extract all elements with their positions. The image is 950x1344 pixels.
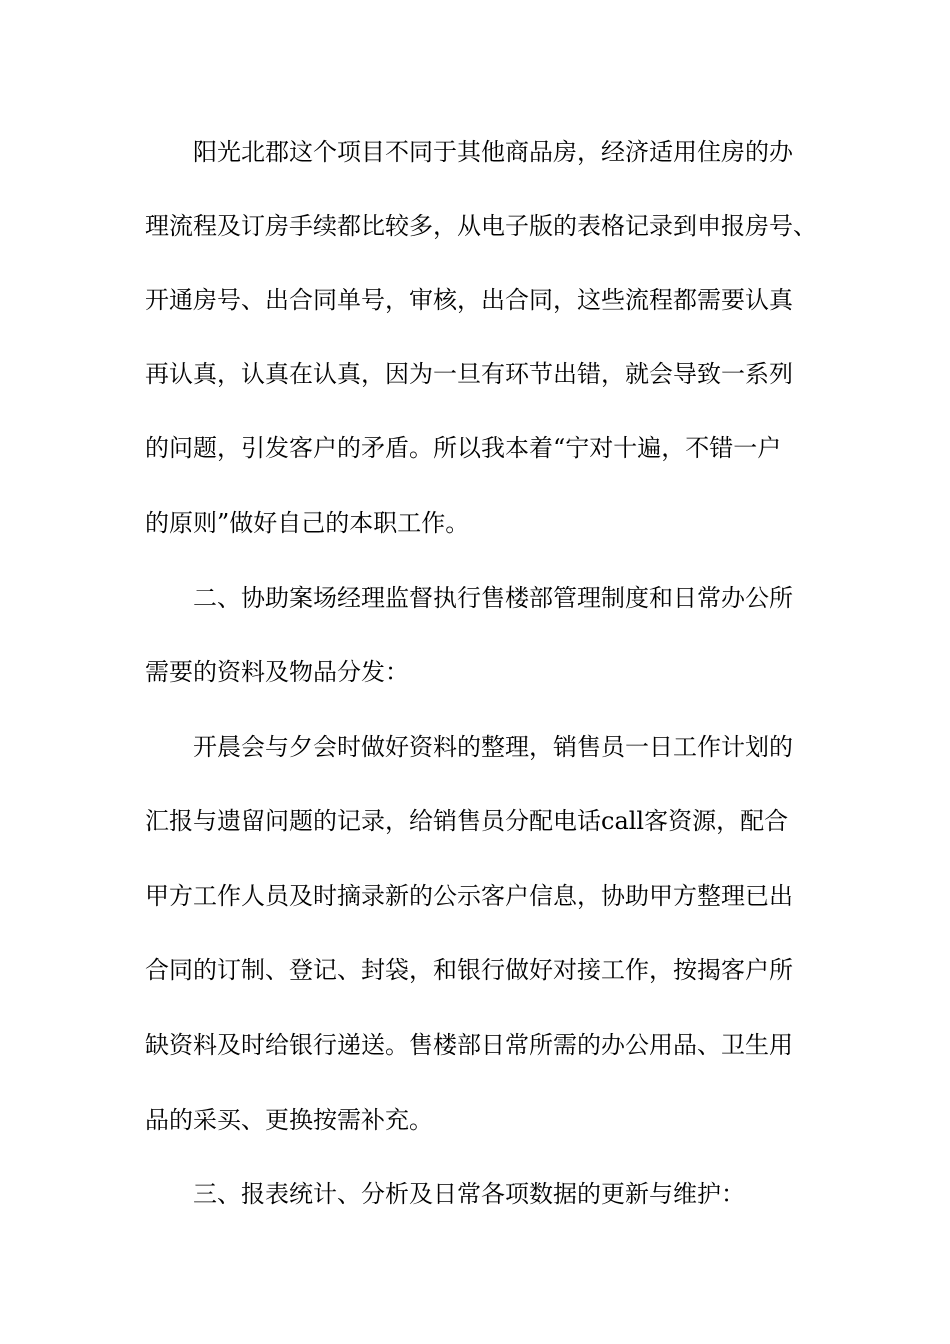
paragraph-2-line-3: 甲方工作人员及时摘录新的公示客户信息，协助甲方整理已出 <box>145 882 793 910</box>
paragraph-1-line-6: 的原则”做好自己的本职工作。 <box>145 509 470 537</box>
paragraph-2-line-4: 合同的订制、登记、封袋，和银行做好对接工作，按揭客户所 <box>145 956 793 984</box>
paragraph-1-line-2: 理流程及订房手续都比较多，从电子版的表格记录到申报房号、 <box>145 212 817 240</box>
paragraph-1-line-4: 再认真，认真在认真，因为一旦有环节出错，就会导致一系列 <box>145 360 793 388</box>
paragraph-2-line-6: 品的采买、更换按需补充。 <box>145 1106 433 1134</box>
paragraph-2-line-5: 缺资料及时给银行递送。售楼部日常所需的办公用品、卫生用 <box>145 1031 793 1059</box>
paragraph-1-line-3: 开通房号、出合同单号，审核，出合同，这些流程都需要认真 <box>145 286 793 314</box>
section-2-heading-line-1: 二、协助案场经理监督执行售楼部管理制度和日常办公所 <box>193 584 793 612</box>
paragraph-1-line-5: 的问题，引发客户的矛盾。所以我本着“宁对十遍，不错一户 <box>145 434 782 462</box>
paragraph-2-line-2: 汇报与遗留问题的记录，给销售员分配电话call客资源，配合 <box>145 807 789 835</box>
section-3-heading: 三、报表统计、分析及日常各项数据的更新与维护： <box>193 1180 745 1208</box>
section-2-heading-line-2: 需要的资料及物品分发： <box>145 658 409 686</box>
paragraph-1-line-1: 阳光北郡这个项目不同于其他商品房，经济适用住房的办 <box>193 138 793 166</box>
paragraph-2-line-1: 开晨会与夕会时做好资料的整理，销售员一日工作计划的 <box>193 733 793 761</box>
